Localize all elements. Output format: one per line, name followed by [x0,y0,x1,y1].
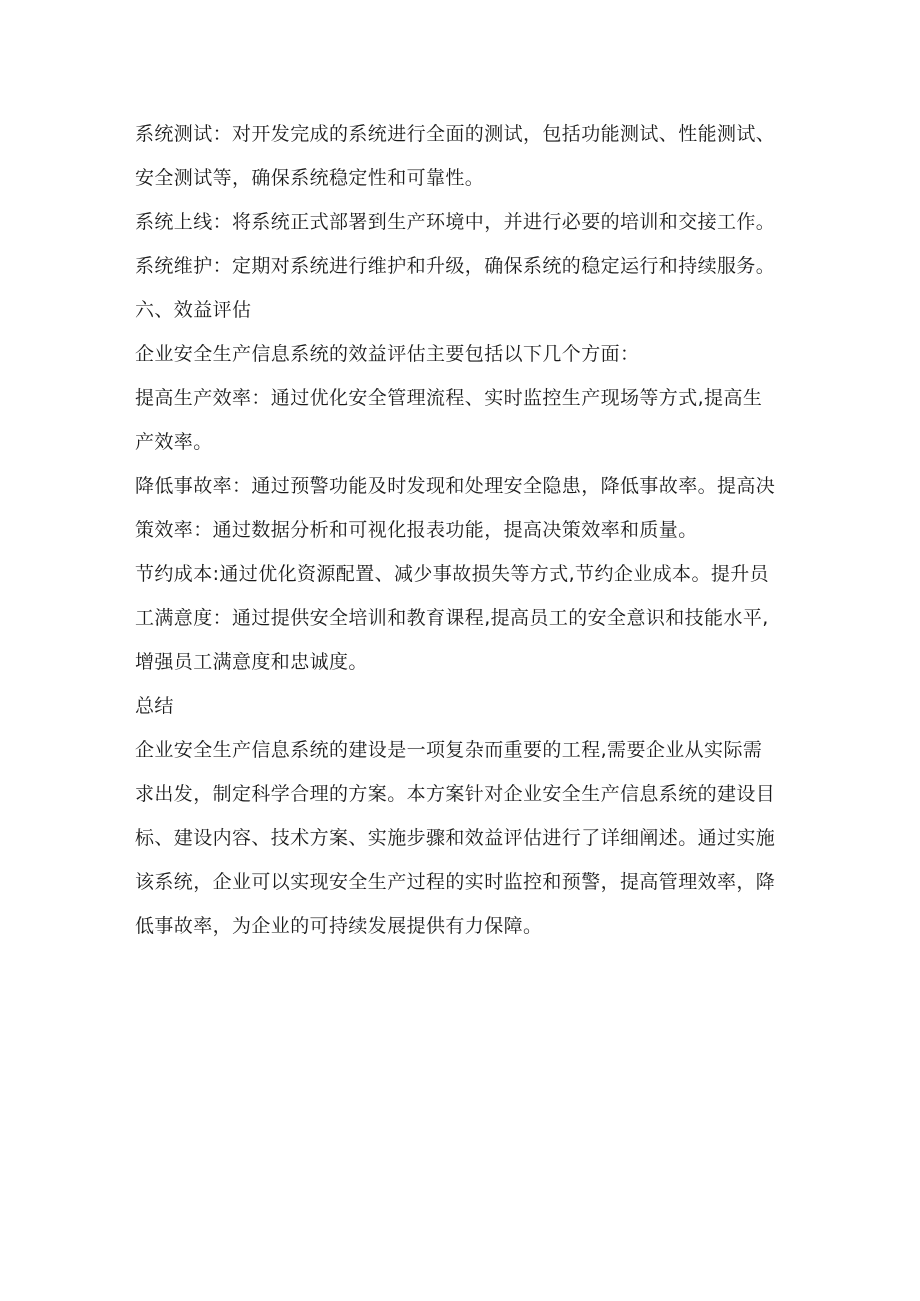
paragraph-accident-decision [135,464,800,552]
text-line: 低事故率，为企业的可持续发展提供有力保障。 [135,915,543,937]
text-line: 企业安全生产信息系统的效益评估主要包括以下几个方面： [135,343,640,365]
text-line: 提高生产效率：通过优化安全管理流程、实时监控生产现场等方式,提高生 [135,387,763,409]
text-line: 节约成本:通过优化资源配置、减少事故损失等方式,节约企业成本。提升员 [135,563,770,585]
section-heading-benefit-evaluation [135,288,800,332]
text-line: 安全测试等，确保系统稳定性和可靠性。 [135,167,485,189]
text-line: 工满意度：通过提供安全培训和教育课程,提高员工的安全意识和技能水平, [135,607,769,629]
text-line: 标、建设内容、技术方案、实施步骤和效益评估进行了详细阐述。通过实施 [135,827,776,849]
text-line: 该系统，企业可以实现安全生产过程的实时监控和预警，提高管理效率，降 [135,871,776,893]
section-heading-summary [135,684,800,728]
text-line: 降低事故率：通过预警功能及时发现和处理安全隐患，降低事故率。提高决 [135,475,776,497]
text-line: 企业安全生产信息系统的建设是一项复杂而重要的工程,需要企业从实际需 [135,739,763,761]
text-line: 求出发，制定科学合理的方案。本方案针对企业安全生产信息系统的建设目 [135,783,776,805]
text-line: 策效率：通过数据分析和可视化报表功能，提高决策效率和质量。 [135,519,698,541]
paragraph-production-efficiency [135,376,800,464]
text-line: 系统上线：将系统正式部署到生产环境中，并进行必要的培训和交接工作。 [135,211,776,233]
text-line: 系统测试：对开发完成的系统进行全面的测试，包括功能测试、性能测试、 [135,123,776,145]
paragraph-benefit-intro [135,332,800,376]
text-line: 增强员工满意度和忠诚度。 [135,651,368,673]
text-line: 系统维护：定期对系统进行维护和升级，确保系统的稳定运行和持续服务。 [135,255,776,277]
section-heading: 总结 [135,695,174,717]
paragraph-cost-satisfaction [135,552,800,684]
paragraph-system-maintenance [135,244,800,288]
section-heading: 六、效益评估 [135,299,252,321]
document-body [135,112,800,948]
paragraph-summary [135,728,800,948]
paragraph-system-launch [135,200,800,244]
paragraph-system-testing [135,112,800,200]
text-line: 产效率。 [135,431,213,453]
